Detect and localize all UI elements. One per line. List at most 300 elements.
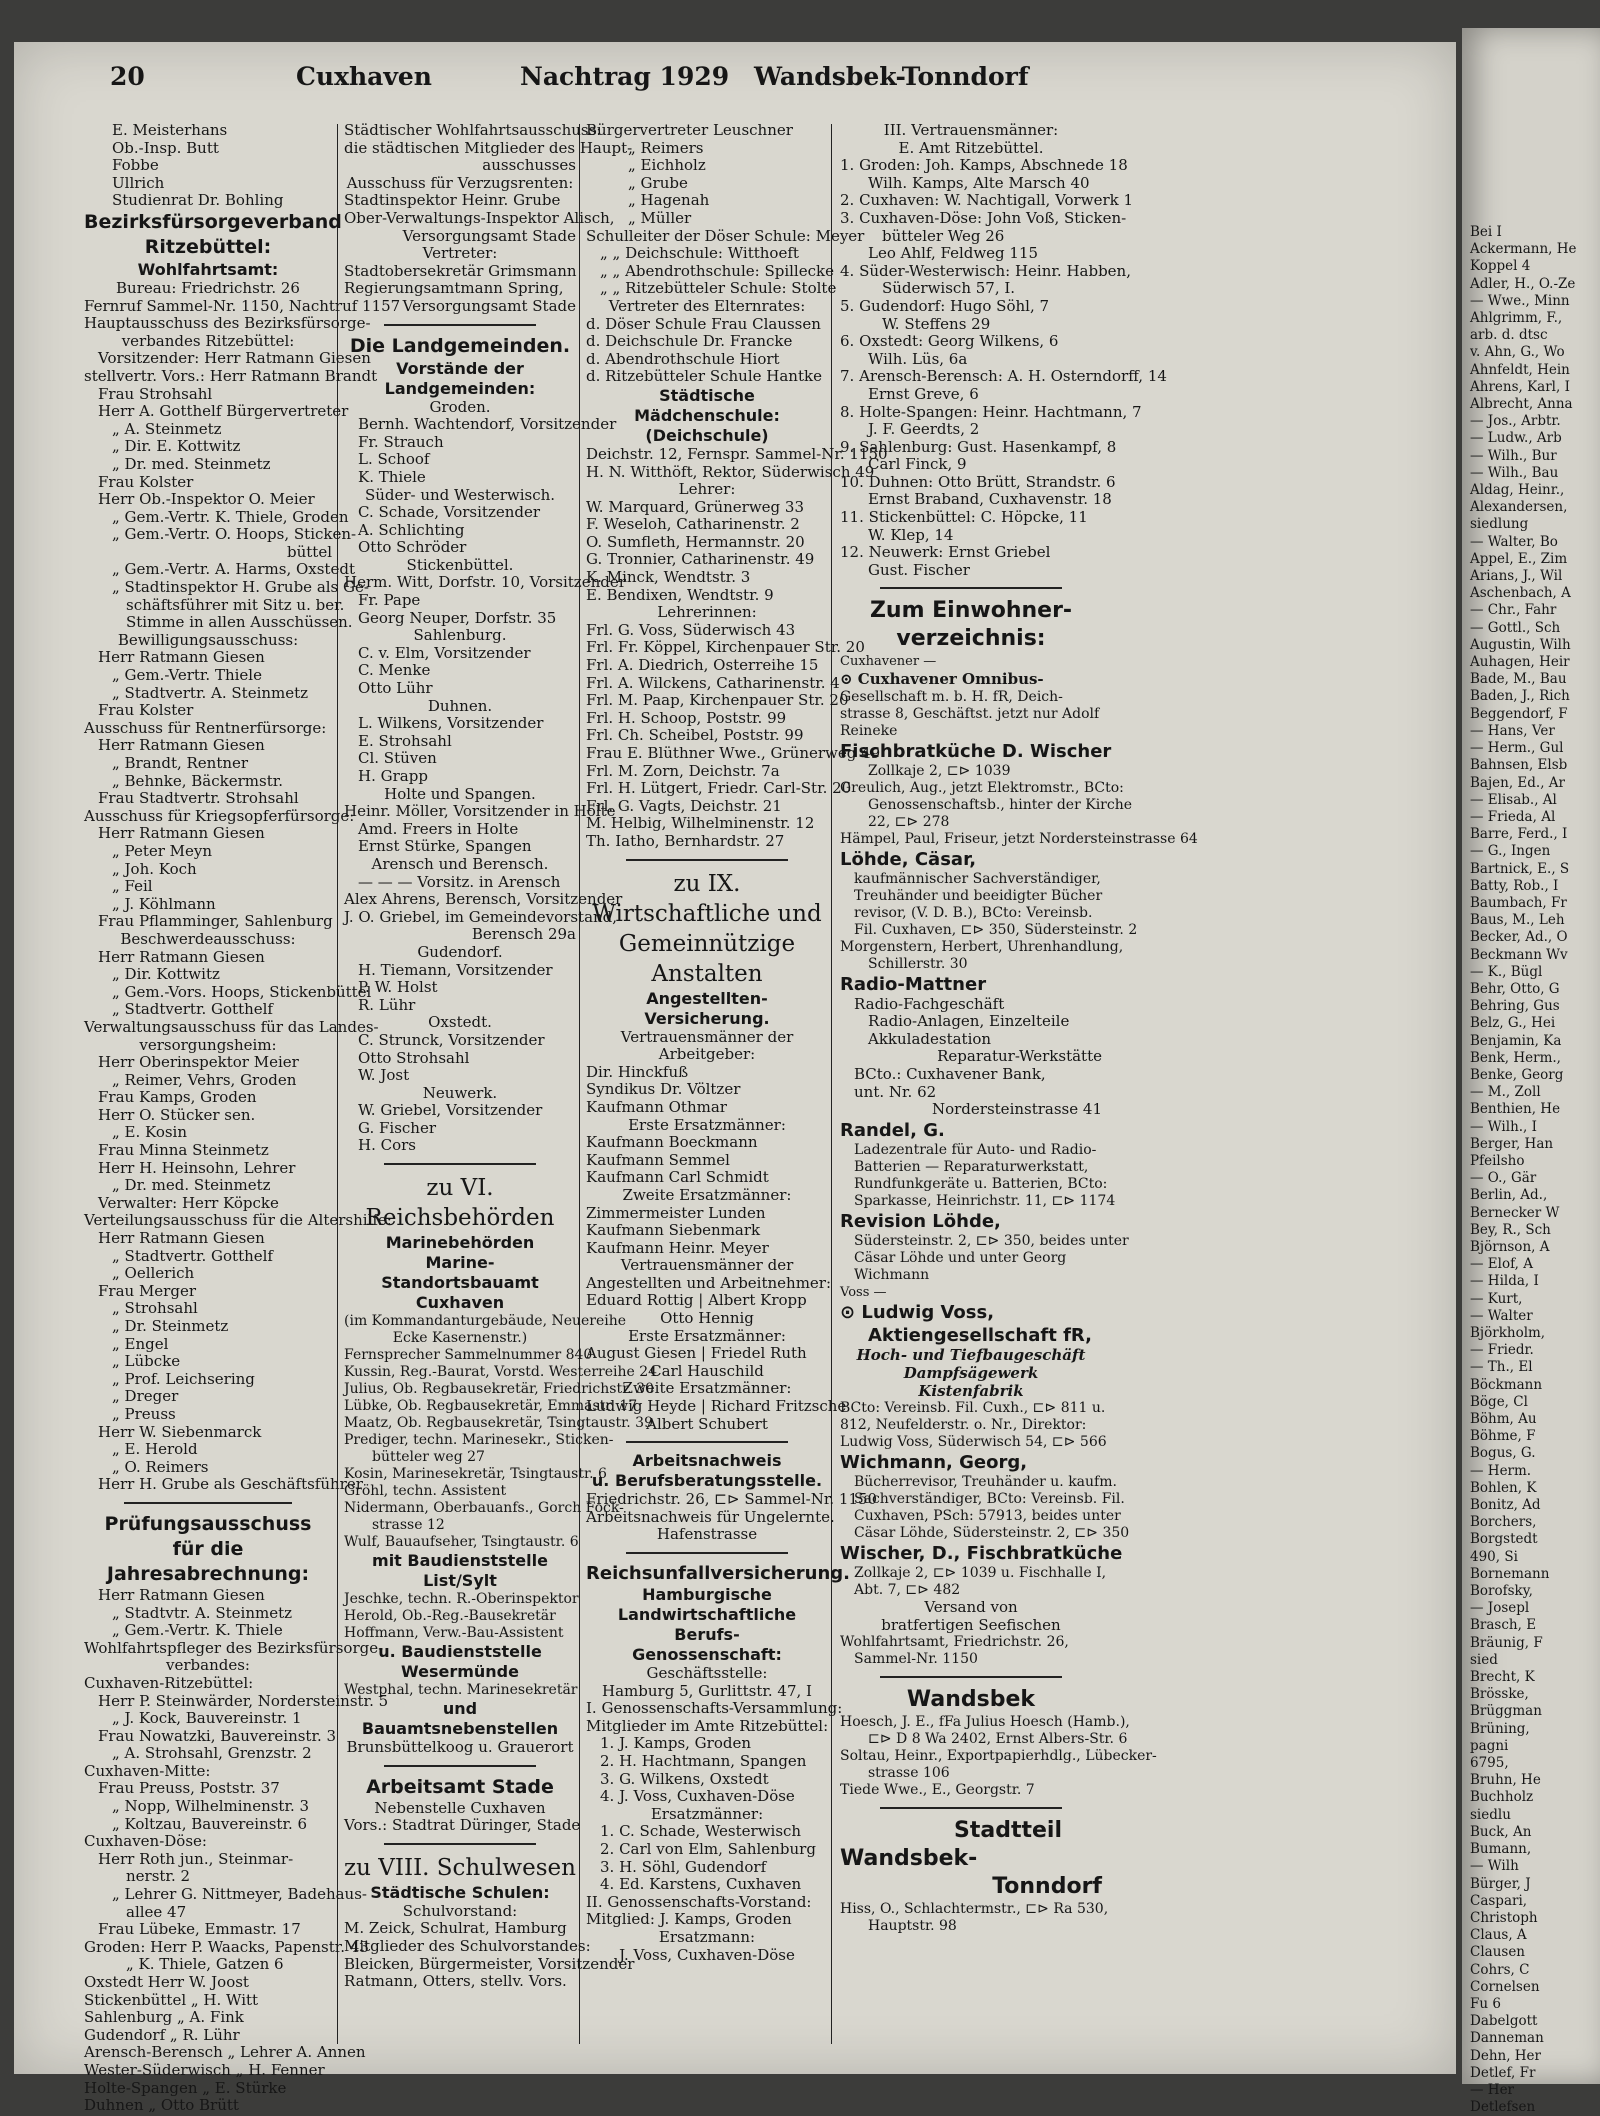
facing-page-entry: — Ludw., Arb bbox=[1470, 430, 1562, 447]
sub-heading: Angestellten-Versicherung. bbox=[644, 988, 770, 1028]
facing-page-entry: arb. d. dtsc bbox=[1470, 327, 1548, 344]
facing-page-entry: Baden, J., Rich bbox=[1470, 688, 1570, 705]
entry: Sachverständiger, BCto: Vereinsb. Fil. bbox=[854, 1491, 1125, 1508]
entry: Herr W. Siebenmarck bbox=[98, 1422, 262, 1441]
entry: „ Feil bbox=[112, 877, 153, 896]
entry: Cuxhaven-Ritzebüttel: bbox=[84, 1673, 254, 1692]
facing-page-entry: Pfeilsho bbox=[1470, 1152, 1525, 1169]
entry: schäftsführer mit Sitz u. ber. bbox=[126, 595, 345, 614]
entry: Städtischer Wohlfahrtsausschuss: bbox=[344, 121, 602, 139]
entry: Gröhl, techn. Assistent bbox=[344, 1483, 507, 1500]
entry: H. Tiemann, Vorsitzender bbox=[358, 960, 553, 979]
entry: Duhnen „ Otto Brütt bbox=[84, 2096, 239, 2115]
entry: Stickenbüttel „ H. Witt bbox=[84, 1990, 259, 2009]
entry: 1. Groden: Joh. Kamps, Abschnede 18 bbox=[840, 156, 1128, 175]
entry: Versorgungsamt Stade bbox=[402, 296, 576, 315]
facing-page-entry: — Wilh bbox=[1470, 1858, 1519, 1875]
place-heading: Süder- und Westerwisch. bbox=[364, 485, 556, 504]
entry: Zimmermeister Lunden bbox=[586, 1203, 766, 1222]
entry: „ E. Kosin bbox=[112, 1123, 188, 1142]
firm-name: Wichmann, Georg, bbox=[840, 1452, 1028, 1474]
entry: Dir. Hinckfuß bbox=[586, 1062, 689, 1081]
facing-page-entry: Ahnfeldt, Hein bbox=[1470, 361, 1570, 378]
entry: Wilh. Lüs, 6a bbox=[868, 349, 968, 368]
entry: Kaufmann Boeckmann bbox=[586, 1133, 758, 1152]
entry: Kussin, Reg.-Baurat, Vorstd. Westerreihe 24 bbox=[344, 1364, 658, 1381]
entry: Radio-Fachgeschäft bbox=[854, 994, 1005, 1013]
entry: 2. Cuxhaven: W. Nachtigall, Vorwerk 1 bbox=[840, 191, 1134, 210]
facing-page-entry: Ahrens, Karl, I bbox=[1470, 378, 1570, 395]
entry: Geschäftsstelle: bbox=[646, 1664, 768, 1682]
entry: Syndikus Dr. Völtzer bbox=[586, 1080, 741, 1099]
entry: 11. Stickenbüttel: C. Höpcke, 11 bbox=[840, 508, 1088, 527]
entry: Herm. Witt, Dorfstr. 10, Vorsitzender bbox=[344, 573, 626, 592]
entry: 4. Ed. Karstens, Cuxhaven bbox=[600, 1875, 802, 1894]
entry: Ausschuss für Kriegsopferfürsorge: bbox=[84, 806, 355, 825]
facing-page-entry: Koppel 4 bbox=[1470, 258, 1531, 275]
facing-page-entry: Claus, A bbox=[1470, 1927, 1527, 1944]
divider bbox=[384, 1843, 536, 1845]
entry: unt. Nr. 62 bbox=[854, 1082, 937, 1101]
facing-page-entry: Detlefsen bbox=[1470, 2099, 1536, 2116]
facing-page-entry: — Wwe., Minn bbox=[1470, 292, 1570, 309]
entry: 8. Holte-Spangen: Heinr. Hachtmann, 7 bbox=[840, 402, 1142, 421]
firm-name: Radio-Mattner bbox=[840, 973, 987, 995]
entry: Erste Ersatzmänner: bbox=[628, 1115, 786, 1134]
entry: Maatz, Ob. Regbausekretär, Tsingtaustr. 39 bbox=[344, 1415, 653, 1432]
entry: Wohlfahrtspfleger des Bezirksfürsorge- bbox=[84, 1638, 384, 1657]
header-right: Wandsbek-Tonndorf bbox=[754, 62, 1029, 91]
entry: „ Joh. Koch bbox=[112, 859, 197, 878]
facing-page-entry: Berger, Han bbox=[1470, 1135, 1554, 1152]
entry: nerstr. 2 bbox=[126, 1867, 191, 1886]
facing-page-entry: Adler, H., O.-Ze bbox=[1470, 275, 1576, 292]
facing-page-entry: Alexandersen, bbox=[1470, 499, 1568, 516]
entry: Radio-Anlagen, Einzelteile bbox=[868, 1012, 1070, 1031]
facing-page-entry: Brecht, K bbox=[1470, 1669, 1535, 1686]
sub-heading: Vorstände der Landgemeinden: bbox=[384, 358, 536, 398]
facing-page-entry: Bumann, bbox=[1470, 1841, 1532, 1858]
entry: 3. Cuxhaven-Döse: John Voß, Sticken- bbox=[840, 208, 1127, 227]
entry: ⊏⊳ D 8 Wa 2402, Ernst Albers-Str. 6 bbox=[868, 1731, 1128, 1748]
entry: Vertrauensmänner der bbox=[620, 1027, 794, 1046]
facing-page-list bbox=[1462, 224, 1600, 2116]
entry: Vertreter: bbox=[422, 244, 498, 263]
entry: — — — Vorsitz. in Arensch bbox=[358, 872, 561, 891]
entry: Carl Hauschild bbox=[650, 1361, 764, 1380]
entry: „ Strohsahl bbox=[112, 1299, 198, 1318]
entry: Zweite Ersatzmänner: bbox=[622, 1185, 792, 1204]
entry: August Giesen | Friedel Ruth bbox=[586, 1344, 807, 1363]
entry: Ersatzmänner: bbox=[650, 1804, 764, 1823]
entry: Sparkasse, Heinrichstr. 11, ⊏⊳ 1174 bbox=[854, 1192, 1116, 1209]
entry: J. Voss, Cuxhaven-Döse bbox=[619, 1945, 795, 1964]
entry: Holte-Spangen „ E. Stürke bbox=[84, 2078, 287, 2097]
entry: „ Koltzau, Bauvereinstr. 6 bbox=[112, 1814, 308, 1833]
entry: Fr. Strauch bbox=[358, 432, 444, 451]
divider bbox=[626, 859, 788, 861]
entry: „ Gem.-Vertr. K. Thiele, Groden bbox=[112, 507, 349, 526]
entry: d. Ritzebütteler Schule Hantke bbox=[586, 367, 822, 386]
entry: Gust. Fischer bbox=[868, 560, 970, 579]
entry: Herr H. Grube als Geschäftsführer bbox=[98, 1475, 363, 1494]
entry: Frau Strohsahl bbox=[98, 384, 213, 403]
entry: „ Hagenah bbox=[628, 191, 710, 210]
entry: Frl. G. Voss, Süderwisch 43 bbox=[586, 620, 796, 639]
entry: Kaufmann Othmar bbox=[586, 1097, 727, 1116]
entry: Oxstedt Herr W. Joost bbox=[84, 1973, 249, 1991]
entry: F. Weseloh, Catharinenstr. 2 bbox=[586, 515, 800, 534]
entry: Ludwig Voss, Süderwisch 54, ⊏⊳ 566 bbox=[840, 1434, 1107, 1451]
entry: H. N. Witthöft, Rektor, Süderwisch 49 bbox=[586, 462, 875, 481]
entry: Zollkaje 2, ⊏⊳ 1039 u. Fischhalle I, bbox=[854, 1565, 1107, 1582]
entry: Sammel-Nr. 1150 bbox=[854, 1651, 978, 1668]
entry: Brunsbüttelkoog u. Grauerort bbox=[346, 1738, 574, 1757]
entry: 4. Süder-Westerwisch: Heinr. Habben, bbox=[840, 261, 1131, 280]
entry: Bernh. Wachtendorf, Vorsitzender bbox=[358, 415, 617, 434]
entry: Albert Schubert bbox=[646, 1414, 768, 1433]
divider bbox=[880, 1676, 1062, 1678]
facing-page-entry: Bonitz, Ad bbox=[1470, 1497, 1541, 1514]
entry: Abt. 7, ⊏⊳ 482 bbox=[854, 1582, 961, 1599]
entry: I. Genossenschafts-Versammlung: bbox=[586, 1699, 843, 1718]
facing-page-entry: — Herm. bbox=[1470, 1462, 1532, 1479]
entry: Hoffmann, Verw.-Bau-Assistent bbox=[344, 1625, 564, 1642]
entry: Verwaltungsausschuss für das Landes- bbox=[84, 1017, 379, 1036]
entry: Verwalter: Herr Köpcke bbox=[98, 1193, 279, 1212]
entry: Frau Lübeke, Emmastr. 17 bbox=[98, 1920, 301, 1939]
sub-heading: Hamburgische bbox=[642, 1585, 772, 1604]
entry: 22, ⊏⊳ 278 bbox=[868, 813, 950, 830]
entry: d. Abendrothschule Hiort bbox=[586, 349, 780, 368]
entry: Kaufmann Semmel bbox=[586, 1150, 730, 1169]
entry: Schulleiter der Döser Schule: Meyer bbox=[586, 226, 865, 245]
facing-page-entry: Dabelgott bbox=[1470, 2013, 1538, 2030]
entry: Bürgervertreter Leuschner bbox=[586, 121, 793, 139]
entry: „ Nopp, Wilhelminenstr. 3 bbox=[112, 1797, 310, 1816]
facing-page-entry: Björkholm, bbox=[1470, 1325, 1546, 1341]
facing-page-entry: siedlung bbox=[1470, 516, 1529, 533]
entry: Kosin, Marinesekretär, Tsingtaustr. 6 bbox=[344, 1466, 607, 1483]
entry: Stadtobersekretär Grimsmann bbox=[344, 261, 577, 280]
entry: Lehrer: bbox=[678, 480, 736, 499]
entry: E. Bendixen, Wendtstr. 9 bbox=[586, 585, 774, 604]
entry: stellvertr. Vors.: Herr Ratmann Brandt bbox=[84, 366, 378, 385]
facing-page-entry: Caspari, bbox=[1470, 1892, 1528, 1909]
facing-page-entry: 490, Si bbox=[1470, 1548, 1518, 1565]
entry: Friedrichstr. 26, ⊏⊳ Sammel-Nr. 1150 bbox=[586, 1490, 878, 1509]
facing-page-entry: — Walter, Bo bbox=[1470, 533, 1558, 550]
entry: G. Tronnier, Catharinenstr. 49 bbox=[586, 550, 815, 569]
facing-page-entry: Bräunig, F bbox=[1470, 1634, 1543, 1651]
entry: Genossenschaftsb., hinter der Kirche bbox=[868, 796, 1133, 813]
entry: Frl. M. Paap, Kirchenpauer Str. 20 bbox=[586, 691, 849, 710]
entry: 10. Duhnen: Otto Brütt, Strandstr. 6 bbox=[840, 472, 1116, 491]
entry: „ Stadtvertr. Gotthelf bbox=[112, 1000, 273, 1019]
header-supplement: Nachtrag 1929 bbox=[520, 62, 730, 91]
facing-page-entry: — Her bbox=[1470, 2081, 1515, 2098]
entry: „ „ Abendrothschule: Spillecke bbox=[600, 261, 834, 280]
entry: „ Engel bbox=[112, 1334, 169, 1353]
sub-heading: Arbeitsnachweis bbox=[632, 1451, 782, 1471]
firm-name: Randel, G. bbox=[840, 1119, 945, 1141]
entry: Cuxhaven-Mitte: bbox=[84, 1761, 211, 1780]
entry: L. Wilkens, Vorsitzender bbox=[358, 714, 544, 733]
sub-heading: Städtische Mädchenschule: bbox=[634, 385, 780, 425]
entry: „ Oellerich bbox=[112, 1264, 195, 1283]
sub-heading: Genossenschaft: bbox=[632, 1645, 782, 1664]
entry: Zollkaje 2, ⊏⊳ 1039 bbox=[868, 762, 1011, 779]
entry: Groden: Herr P. Waacks, Papenstr. 43 bbox=[84, 1937, 369, 1956]
entry: Nordersteinstrasse 41 bbox=[931, 1100, 1102, 1119]
sub-heading: (Deichschule) bbox=[645, 425, 769, 445]
entry: Hamburg 5, Gurlittstr. 47, I bbox=[602, 1681, 812, 1700]
entry: Regierungsamtmann Spring, bbox=[344, 279, 564, 298]
entry: Zweite Ersatzmänner: bbox=[622, 1379, 792, 1398]
entry: Schulvorstand: bbox=[402, 1901, 518, 1920]
entry: kaufmännischer Sachverständiger, bbox=[854, 870, 1101, 887]
facing-page-entry: Bruhn, He bbox=[1470, 1772, 1541, 1789]
place-heading: Sahlenburg. bbox=[413, 626, 507, 645]
entry: Th. Iatho, Bernhardstr. 27 bbox=[586, 831, 785, 850]
place-heading: Arensch und Berensch. bbox=[371, 854, 549, 873]
entry: büttel bbox=[287, 542, 332, 561]
facing-page-entry: Baus, M., Leh bbox=[1470, 912, 1565, 929]
facing-page-entry: Brüggman bbox=[1470, 1703, 1542, 1720]
facing-page-entry: Berlin, Ad., bbox=[1470, 1187, 1548, 1204]
entry: Herr Ratmann Giesen bbox=[98, 947, 265, 966]
facing-page-entry: Böckmann bbox=[1470, 1376, 1543, 1393]
entry: „ Dr. med. Steinmetz bbox=[112, 454, 271, 473]
entry: Wichmann bbox=[854, 1266, 930, 1283]
entry: Frau Nowatzki, Bauvereinstr. 3 bbox=[98, 1726, 337, 1745]
entry: „ Gem.-Vertr. A. Harms, Oxstedt bbox=[112, 560, 355, 579]
facing-page-entry: — Hans, Ver bbox=[1470, 722, 1555, 739]
entry: Ob.-Insp. Butt bbox=[112, 138, 219, 157]
entry: W. Steffens 29 bbox=[882, 314, 991, 333]
place-heading: Neuwerk. bbox=[422, 1083, 498, 1102]
entry: Hämpel, Paul, Friseur, jetzt Nordersteinstrasse 64 bbox=[840, 830, 1198, 847]
facing-page-entry: Brasch, E bbox=[1470, 1617, 1537, 1634]
entry: Herr Roth jun., Steinmar- bbox=[98, 1849, 294, 1868]
entry: Georg Neuper, Dorfstr. 35 bbox=[358, 608, 557, 627]
sub-heading: Landwirtschaftliche Berufs- bbox=[617, 1605, 797, 1644]
facing-page-entry: Benk, Herm., bbox=[1470, 1049, 1561, 1066]
section-heading: Arbeitsamt Stade bbox=[366, 1775, 554, 1798]
firm-name: Wischer, D., Fischbratküche bbox=[840, 1543, 1123, 1565]
entry: Herr Ratmann Giesen bbox=[98, 824, 265, 843]
facing-page-entry: Cohrs, C bbox=[1470, 1961, 1530, 1978]
entry: Ernst Greve, 6 bbox=[868, 384, 979, 403]
entry: Vertrauensmänner der bbox=[620, 1256, 794, 1275]
entry: Eduard Rottig | Albert Kropp bbox=[586, 1291, 807, 1310]
entry: „ Stadtvtr. A. Steinmetz bbox=[112, 1603, 293, 1622]
entry: Mitglied: J. Kamps, Groden bbox=[586, 1910, 792, 1929]
section-heading: Wandsbek bbox=[906, 1687, 1036, 1713]
facing-page-entry: — Th., El bbox=[1470, 1359, 1533, 1376]
facing-page-entry: Dehn, Her bbox=[1470, 2047, 1542, 2064]
facing-page-entry: — Chr., Fahr bbox=[1470, 602, 1557, 619]
column-4 bbox=[840, 121, 1198, 1935]
entry: 9. Sahlenburg: Gust. Hasenkampf, 8 bbox=[840, 437, 1117, 456]
entry: Versorgungsamt Stade bbox=[402, 226, 576, 245]
entry: Frl. H. Lütgert, Friedr. Carl-Str. 20 bbox=[586, 779, 852, 798]
entry: Schillerstr. 30 bbox=[868, 955, 968, 972]
entry: Herr O. Stücker sen. bbox=[98, 1105, 256, 1124]
entry: Mitglieder im Amte Ritzebüttel: bbox=[586, 1716, 829, 1735]
sub-heading: Standortsbauamt Cuxhaven bbox=[381, 1273, 539, 1313]
entry: E. Amt Ritzebüttel. bbox=[898, 138, 1044, 157]
section-heading: Die Landgemeinden. bbox=[349, 334, 571, 357]
divider bbox=[880, 1807, 1062, 1809]
entry: A. Schlichting bbox=[358, 520, 465, 539]
facing-page-entry: sied bbox=[1470, 1651, 1498, 1668]
entry: Frau Kamps, Groden bbox=[98, 1088, 257, 1107]
facing-page-entry: Baumbach, Fr bbox=[1470, 894, 1567, 911]
entry: „ K. Thiele, Gatzen 6 bbox=[126, 1955, 284, 1974]
entry: Frl. A. Diedrich, Osterreihe 15 bbox=[586, 656, 819, 675]
entry: „ Stadtvertr. Gotthelf bbox=[112, 1246, 273, 1265]
entry: Carl Finck, 9 bbox=[868, 455, 967, 474]
facing-page-entry: — K., Bügl bbox=[1470, 963, 1543, 980]
entry: Cäsar Löhde und unter Georg bbox=[854, 1249, 1067, 1266]
entry: „ Lübcke bbox=[112, 1352, 181, 1371]
entry: Alex Ahrens, Berensch, Vorsitzender bbox=[344, 890, 623, 909]
entry: Kistenfabrik bbox=[918, 1381, 1024, 1400]
entry: Nidermann, Oberbauanfs., Gorch Fock- bbox=[344, 1500, 624, 1517]
entry: W. Griebel, Vorsitzender bbox=[358, 1101, 543, 1120]
entry: „ J. Kock, Bauvereinstr. 1 bbox=[112, 1709, 302, 1728]
entry: C. Schade, Vorsitzender bbox=[358, 503, 541, 522]
entry: Herr Ratmann Giesen bbox=[98, 1585, 265, 1604]
entry: Rundfunkgeräte u. Batterien, BCto: bbox=[854, 1175, 1108, 1192]
entry: „ Preuss bbox=[112, 1404, 176, 1423]
entry: 12. Neuwerk: Ernst Griebel bbox=[840, 543, 1051, 562]
entry: H. Cors bbox=[358, 1136, 416, 1155]
entry: Nebenstelle Cuxhaven bbox=[374, 1798, 546, 1817]
facing-page-entry: Benthien, He bbox=[1470, 1101, 1561, 1118]
sub-heading: Marinebehörden bbox=[385, 1233, 535, 1253]
facing-page-entry: Bartnick, E., S bbox=[1470, 860, 1570, 877]
facing-page-entry: Bajen, Ed., Ar bbox=[1470, 774, 1565, 791]
entry: Frl. Ch. Scheibel, Poststr. 99 bbox=[586, 726, 804, 745]
entry: W. Klep, 14 bbox=[868, 525, 954, 544]
section-heading: Zum Einwohner- bbox=[869, 598, 1073, 624]
entry: „ Reimer, Vehrs, Groden bbox=[112, 1070, 297, 1089]
facing-page-entry: — Gottl., Sch bbox=[1470, 619, 1561, 636]
section-heading: zu IX. Wirtschaftliche und bbox=[592, 870, 822, 927]
entry: M. Helbig, Wilhelminenstr. 12 bbox=[586, 814, 815, 833]
entry: Cl. Stüven bbox=[358, 749, 437, 768]
firm-name: ⊙ Ludwig Voss, bbox=[840, 1302, 995, 1324]
entry: Wulf, Bauaufseher, Tsingtaustr. 6 bbox=[344, 1534, 579, 1551]
entry: Hauptausschuss des Bezirksfürsorge- bbox=[84, 314, 371, 333]
entry: E. Strohsahl bbox=[358, 731, 452, 750]
facing-page-entry: Detlef, Fr bbox=[1470, 2064, 1536, 2081]
entry: 3. H. Söhl, Gudendorf bbox=[600, 1857, 767, 1876]
entry: 3. G. Wilkens, Oxstedt bbox=[600, 1769, 769, 1788]
entry: verbandes Ritzebüttel: bbox=[121, 331, 295, 350]
section-heading: Prüfungsausschuss bbox=[104, 1512, 312, 1535]
entry: „ E. Herold bbox=[112, 1440, 198, 1459]
entry: Hoch- und Tiefbaugeschäft bbox=[856, 1346, 1086, 1365]
entry: Batterien — Reparaturwerkstatt, bbox=[854, 1158, 1089, 1175]
entry: Frau Kolster bbox=[98, 701, 194, 720]
entry: „ „ Deichschule: Witthoeft bbox=[600, 244, 799, 263]
facing-page-entry: Cornelsen bbox=[1470, 1978, 1540, 1995]
entry: Frau Merger bbox=[98, 1281, 197, 1300]
sub-heading: Städtische Schulen: bbox=[370, 1882, 550, 1902]
entry: Otto Schröder bbox=[358, 538, 467, 557]
entry: Kaufmann Siebenmark bbox=[586, 1221, 761, 1240]
facing-page-entry: — Hilda, I bbox=[1470, 1273, 1539, 1290]
entry: K. Minck, Wendtstr. 3 bbox=[586, 568, 751, 587]
entry: verbandes: bbox=[166, 1656, 250, 1675]
entry: Arensch-Berensch „ Lehrer A. Annen bbox=[84, 2043, 366, 2062]
facing-page-entry: Auhagen, Heir bbox=[1470, 654, 1570, 671]
entry: BCto: Vereinsb. Fil. Cuxh., ⊏⊳ 811 u. bbox=[840, 1400, 1106, 1417]
entry: bütteler weg 27 bbox=[372, 1449, 485, 1466]
entry: Sahlenburg „ A. Fink bbox=[84, 2008, 244, 2027]
entry: Angestellten und Arbeitnehmer: bbox=[586, 1273, 832, 1292]
facing-page-entry: Becker, Ad., O bbox=[1470, 929, 1568, 946]
entry: Erste Ersatzmänner: bbox=[628, 1326, 786, 1345]
entry: Hauptstr. 98 bbox=[868, 1918, 957, 1935]
sub-heading: u. Baudienststelle Wesermünde bbox=[378, 1642, 542, 1682]
entry: Ausschuss für Rentnerfürsorge: bbox=[84, 718, 327, 737]
divider bbox=[880, 587, 1062, 589]
entry: Reineke bbox=[840, 722, 898, 739]
entry: „ Dir. E. Kottwitz bbox=[112, 437, 241, 456]
entry: ⊙ Cuxhavener Omnibus- bbox=[840, 670, 1044, 689]
entry: Süderwisch 57, I. bbox=[882, 279, 1016, 298]
section-heading: Reichsunfallversicherung. bbox=[586, 1563, 851, 1584]
entry: „ Gem.-Vertr. Thiele bbox=[112, 666, 262, 685]
facing-page-entry: — O., Gär bbox=[1470, 1170, 1537, 1187]
entry: die städtischen Mitglieder des Haupt- bbox=[344, 138, 633, 157]
facing-page-entry: Borgstedt bbox=[1470, 1531, 1538, 1548]
entry: C. Strunck, Vorsitzender bbox=[358, 1030, 545, 1049]
entry: Akkuladestation bbox=[868, 1029, 992, 1048]
entry: „ Reimers bbox=[628, 138, 704, 157]
entry: ausschusses bbox=[482, 156, 576, 175]
entry: Herr Ratmann Giesen bbox=[98, 736, 265, 755]
facing-page-entry: Bogus, G. bbox=[1470, 1445, 1536, 1462]
entry: Frau Minna Steinmetz bbox=[98, 1141, 269, 1160]
entry: Ersatzmann: bbox=[658, 1927, 756, 1946]
entry: Herr Ratmann Giesen bbox=[98, 648, 265, 667]
entry: „ Grube bbox=[628, 173, 688, 192]
entry: „ Behnke, Bäckermstr. bbox=[112, 771, 284, 790]
facing-page-edge bbox=[1462, 28, 1600, 2116]
entry: 7. Arensch-Berensch: A. H. Osterndorff, 14 bbox=[840, 367, 1167, 386]
facing-page-entry: Bornemann bbox=[1470, 1565, 1550, 1582]
entry: Stadtinspektor Heinr. Grube bbox=[344, 191, 561, 210]
facing-page-entry: 6795, bbox=[1470, 1755, 1509, 1772]
facing-page-entry: Bürger, J bbox=[1470, 1875, 1531, 1892]
facing-page-entry: Albrecht, Anna bbox=[1470, 396, 1573, 413]
entry: L. Schoof bbox=[358, 450, 430, 469]
facing-page-entry: Ahlgrimm, F., bbox=[1470, 310, 1563, 327]
entry: Hoesch, J. E., fFa Julius Hoesch (Hamb.), bbox=[840, 1714, 1130, 1731]
entry: „ Dr. med. Steinmetz bbox=[112, 1176, 271, 1195]
entry: Wohlfahrtsamt, Friedrichstr. 26, bbox=[840, 1634, 1069, 1651]
facing-page-entry: Behring, Gus bbox=[1470, 998, 1560, 1015]
firm-name: Aktiengesellschaft fR, bbox=[868, 1325, 1092, 1347]
entry: „ Müller bbox=[628, 208, 692, 227]
facing-page-entry: Bade, M., Bau bbox=[1470, 671, 1567, 688]
entry: Cuxhavener — bbox=[840, 654, 937, 670]
